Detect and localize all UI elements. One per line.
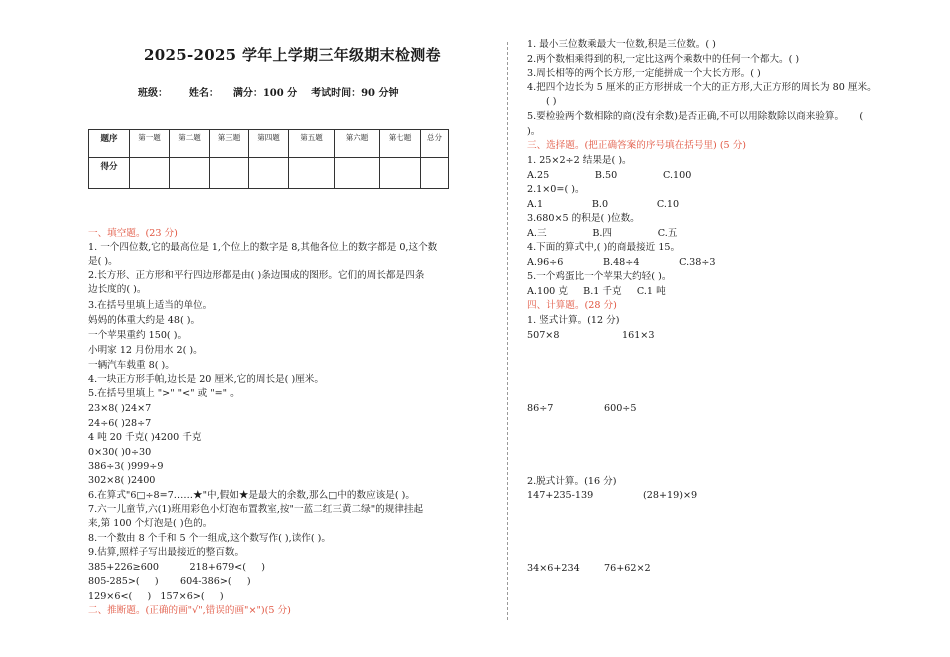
score-header-cell: 总分 — [421, 130, 449, 158]
score-row-label: 得分 — [89, 158, 130, 189]
question-line: 1. 一个四位数,它的最高位是 1,个位上的数字是 8,其他各位上的数字都是 0,这个数 — [88, 242, 438, 253]
choice-line: 3.680×5 的积是( )位数。 — [527, 213, 640, 224]
score-header-cell: 第二题 — [170, 130, 210, 158]
score-header-cell: 题序 — [89, 130, 130, 158]
page-title: 2025-2025 学年上学期三年级期末检测卷 — [144, 46, 441, 64]
calc-problem: (28+19)×9 — [643, 490, 698, 501]
judge-line: 1. 最小三位数乘最大一位数,积是三位数。( ) — [527, 39, 716, 50]
calc-problem: 76+62×2 — [604, 563, 651, 574]
calc-problem: 147+235-139 — [527, 490, 594, 501]
choice-line: A.100 克 B.1 千克 C.1 吨 — [527, 286, 666, 297]
score-header-cell: 第六题 — [335, 130, 380, 158]
question-line: 3.在括号里填上适当的单位。 — [88, 300, 213, 311]
calc-problem: 507×8 — [527, 330, 560, 341]
score-cell[interactable] — [130, 158, 170, 189]
calc-problem: 161×3 — [622, 330, 655, 341]
choice-line: A.三 B.四 C.五 — [527, 228, 678, 239]
question-line: 一辆汽车载重 8( )。 — [88, 360, 175, 371]
exam-info: 班级： 姓名： 满分：100 分 考试时间：90 分钟 — [138, 88, 399, 99]
score-header-cell: 第四题 — [249, 130, 289, 158]
section-heading-fill-blank: 一、填空题。(23 分) — [88, 228, 178, 239]
question-line: 302×8( )2400 — [88, 475, 156, 486]
section-heading-choice: 三、选择题。(把正确答案的序号填在括号里) (5 分) — [527, 140, 747, 151]
question-line: 5.在括号里填上 ">" "<" 或 "=" 。 — [88, 388, 240, 399]
question-line: 8.一个数由 8 个千和 5 个一组成,这个数写作( ),读作( )。 — [88, 533, 332, 544]
calc-problem: 600÷5 — [604, 403, 637, 414]
choice-line: 5.一个鸡蛋比一个苹果大约轻( )。 — [527, 271, 672, 282]
question-line: 2.长方形、正方形和平行四边形都是由( )条边围成的图形。它们的周长都是四条 — [88, 270, 425, 281]
question-line: 4 吨 20 千克( )4200 千克 — [88, 432, 202, 443]
choice-line: 2.1×0=( )。 — [527, 184, 585, 195]
question-line: 4.一块正方形手帕,边长是 20 厘米,它的周长是( )厘米。 — [88, 374, 324, 385]
calc-subheading: 2.脱式计算。(16 分) — [527, 476, 617, 487]
question-line: 385+226≥600 218+679<( ) — [88, 562, 265, 573]
calc-problem: 34×6+234 — [527, 563, 580, 574]
score-cell[interactable] — [421, 158, 449, 189]
score-cell[interactable] — [289, 158, 335, 189]
score-header-cell: 第五题 — [289, 130, 335, 158]
judge-line: )。 — [527, 126, 541, 137]
score-header-cell: 第一题 — [130, 130, 170, 158]
column-divider — [507, 42, 508, 620]
question-line: 7.六一儿童节,六(1)班用彩色小灯泡布置教室,按"一蓝二红三黄二绿"的规律挂起 — [88, 504, 424, 515]
score-cell[interactable] — [380, 158, 421, 189]
judge-line: 2.两个数相乘得到的积,一定比这两个乘数中的任何一个都大。( ) — [527, 54, 800, 65]
choice-line: A.96÷6 B.48÷4 C.38÷3 — [527, 257, 716, 268]
score-header-cell: 第三题 — [210, 130, 249, 158]
question-line: 来,第 100 个灯泡是( )色的。 — [88, 518, 213, 529]
score-cell[interactable] — [249, 158, 289, 189]
question-line: 是( )。 — [88, 256, 118, 267]
choice-line: A.25 B.50 C.100 — [527, 170, 692, 181]
question-line: 边长度的( )。 — [88, 284, 147, 295]
question-line: 妈妈的体重大约是 48( )。 — [88, 315, 201, 326]
question-line: 24÷6( )28÷7 — [88, 418, 152, 429]
question-line: 9.估算,照样子写出最接近的整百数。 — [88, 547, 245, 558]
choice-line: A.1 B.0 C.10 — [527, 199, 680, 210]
score-header-cell: 第七题 — [380, 130, 421, 158]
question-line: 805-285>( ) 604-386>( ) — [88, 576, 251, 587]
section-heading-judge: 二、推断题。(正确的画"√",错误的画"×")(5 分) — [88, 605, 291, 616]
score-table — [88, 129, 449, 189]
score-cell[interactable] — [335, 158, 380, 189]
question-line: 一个苹果重约 150( )。 — [88, 330, 188, 341]
section-heading-calc: 四、计算题。(28 分) — [527, 300, 617, 311]
choice-line: 4.下面的算式中,( )的商最接近 15。 — [527, 242, 681, 253]
question-line: 6.在算式"6□÷8=7……★"中,假如★是最大的余数,那么□中的数应该是( )。 — [88, 490, 415, 501]
question-line: 小明家 12 月份用水 2( )。 — [88, 345, 203, 356]
question-line: 23×8( )24×7 — [88, 403, 152, 414]
score-cell[interactable] — [170, 158, 210, 189]
judge-line: ( ) — [546, 96, 557, 107]
question-line: 386÷3( )999÷9 — [88, 461, 164, 472]
question-line: 0×30( )0÷30 — [88, 447, 152, 458]
score-cell[interactable] — [210, 158, 249, 189]
calc-subheading: 1. 竖式计算。(12 分) — [527, 315, 620, 326]
judge-line: 3.周长相等的两个长方形,一定能拼成一个大长方形。( ) — [527, 68, 761, 79]
choice-line: 1. 25×2÷2 结果是( )。 — [527, 155, 632, 166]
judge-line: 5.要检验两个数相除的商(没有余数)是否正确,不可以用除数除以商来验算。 ( — [527, 111, 864, 122]
question-line: 129×6<( ) 157×6>( ) — [88, 591, 224, 602]
judge-line: 4.把四个边长为 5 厘米的正方形拼成一个大的正方形,大正方形的周长为 80 厘米。 — [527, 82, 877, 93]
calc-problem: 86÷7 — [527, 403, 554, 414]
